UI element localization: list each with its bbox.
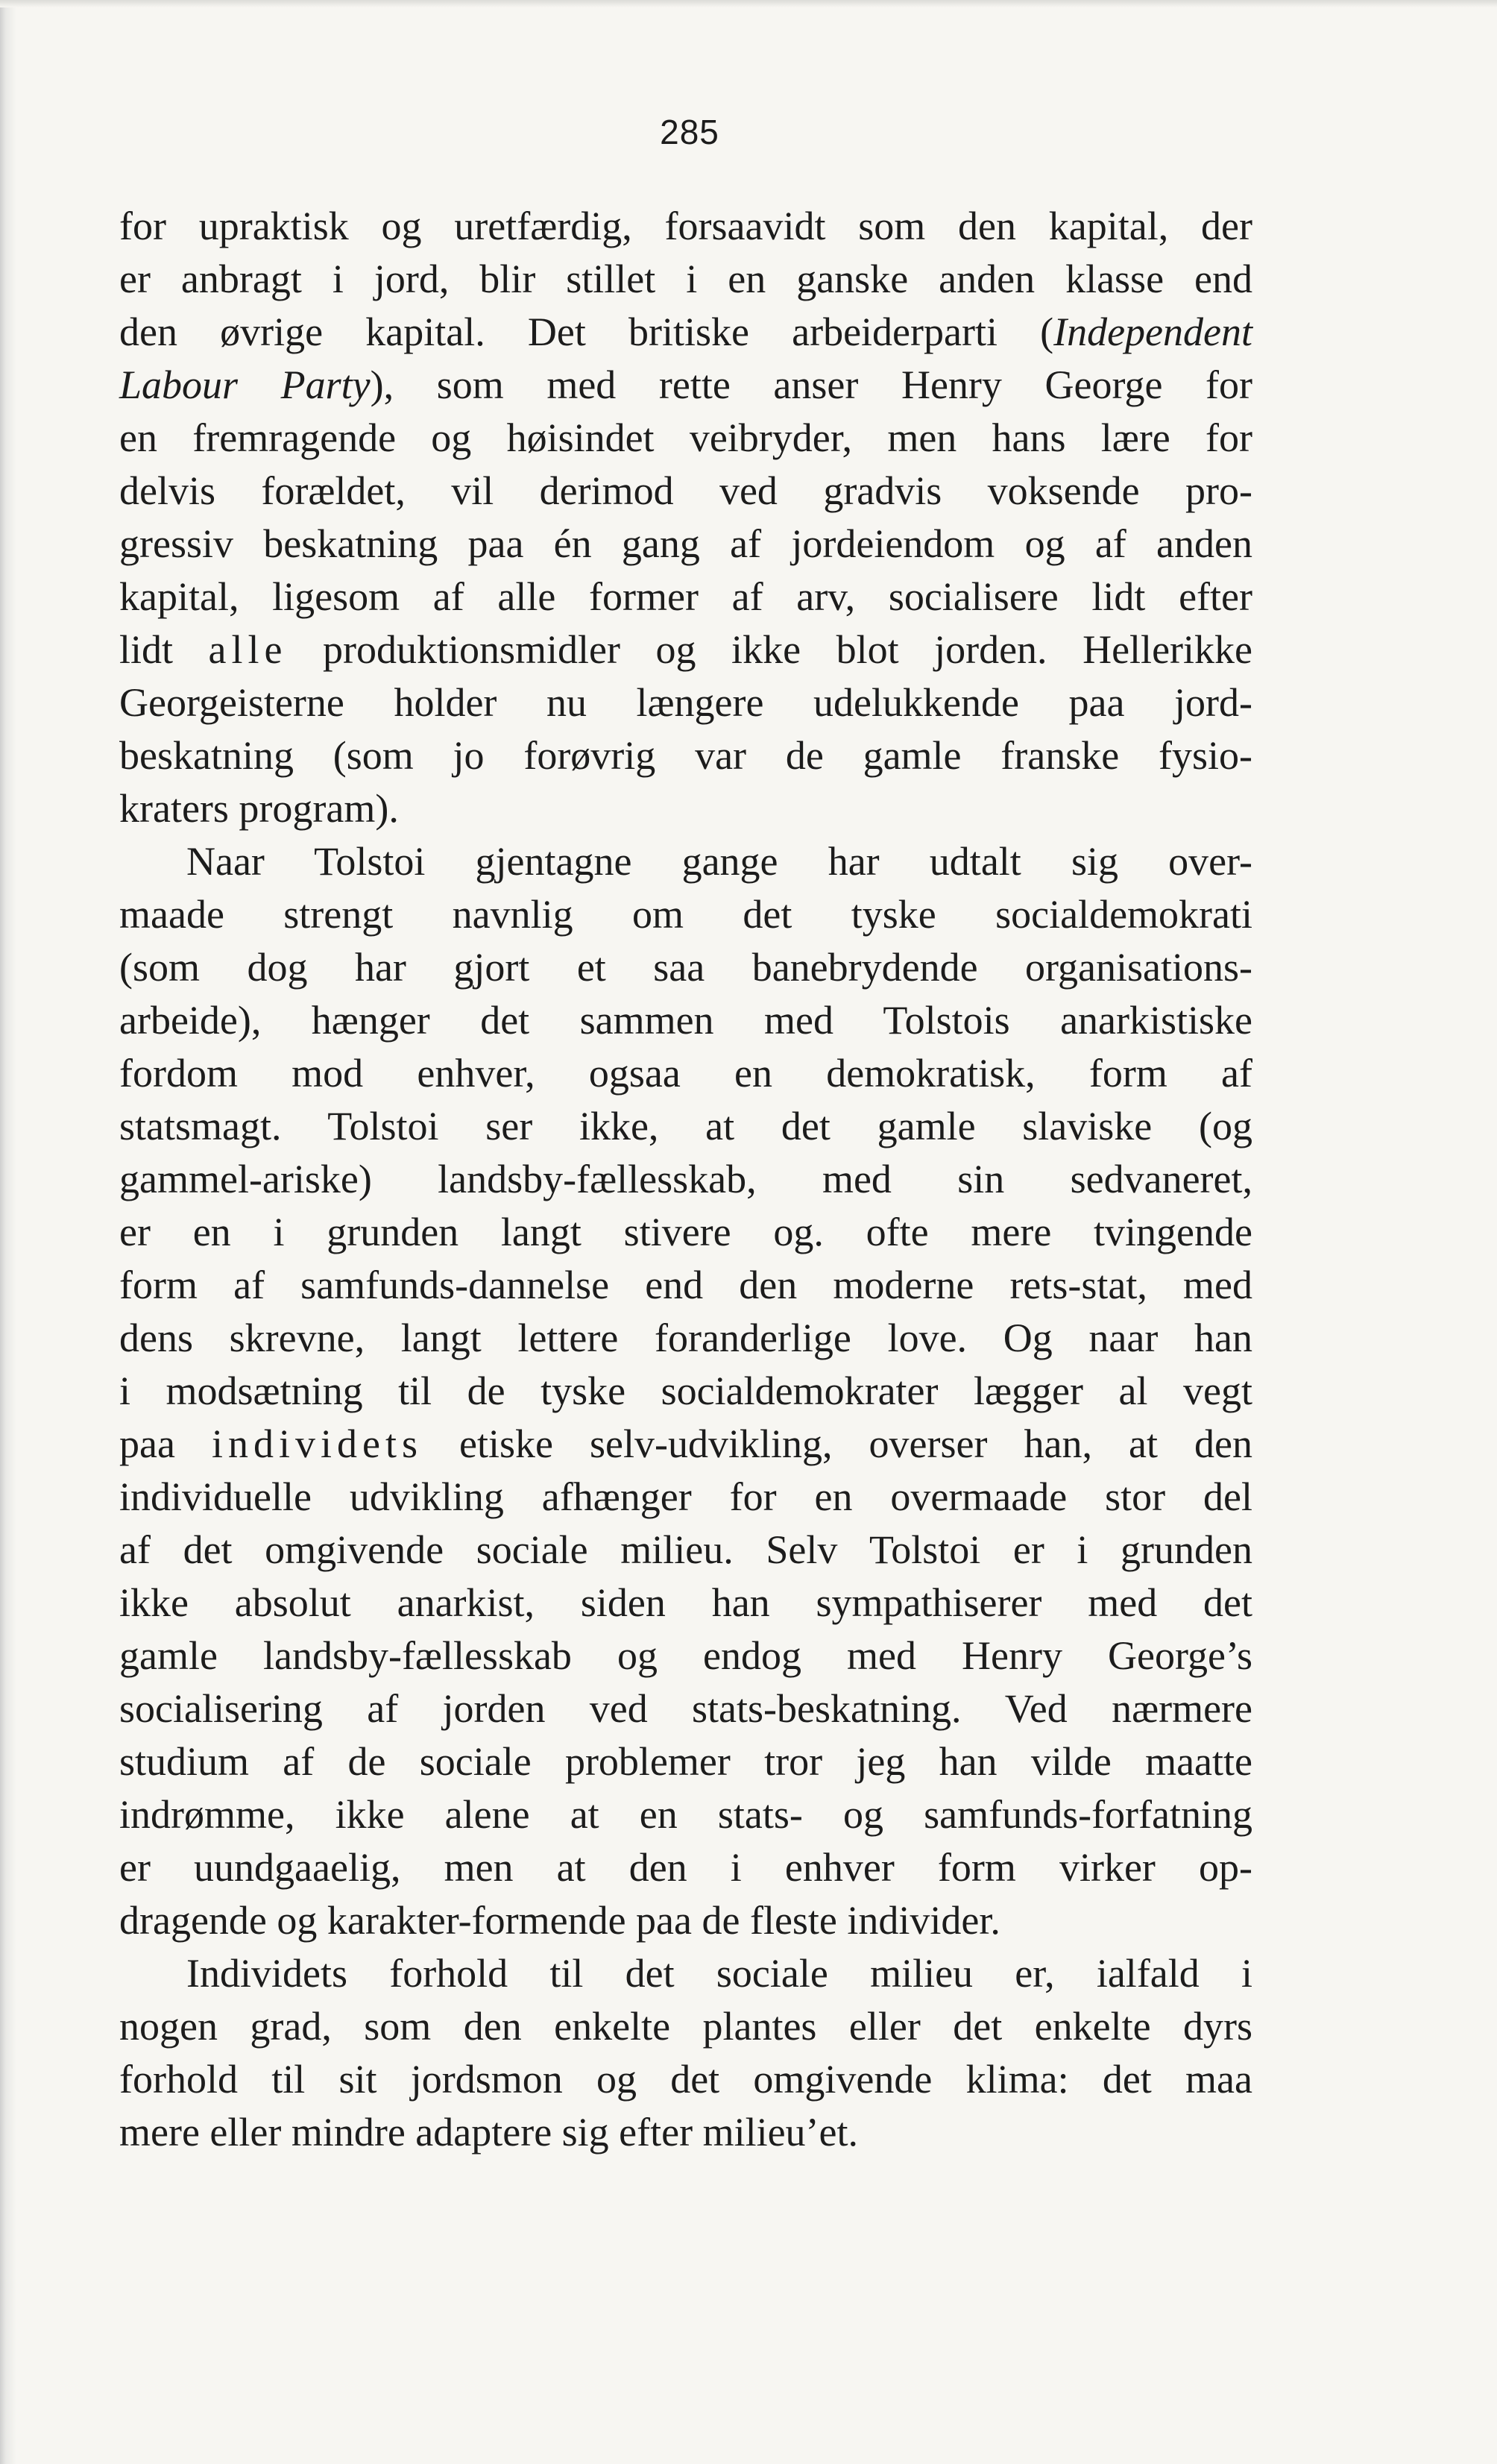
text-segment: i modsætning til de tyske socialdemokrater lægger al vegt [119,1368,1252,1413]
text-line [119,1365,1252,1418]
text-line [119,1418,1252,1471]
text-line [119,465,1252,518]
text-segment: gammel-ariske) landsby-fællesskab, med sin sedvaneret, [119,1157,1252,1201]
text-segment: (som dog har gjort et saa banebrydende organisations- [119,945,1252,990]
text-line [119,1577,1252,1629]
text-line [119,2106,1252,2159]
text-segment: individuelle udvikling afhænger for en overmaade stor del [119,1474,1252,1519]
emphasized-spaced-text: individets [211,1421,423,1466]
scan-edge-left [0,0,16,2464]
text-segment: gamle landsby-fællesskab og endog med Henry George’s [119,1633,1252,1678]
text-line [119,1735,1252,1788]
text-segment: gressiv beskatning paa én gang af jordeiendom og af anden [119,521,1252,566]
text-segment: ikke absolut anarkist, siden han sympathiserer med det [119,1580,1252,1625]
text-line [119,1629,1252,1682]
text-line [119,782,1252,835]
text-line [119,1100,1252,1153]
text-segment: lidt [119,627,209,672]
text-line [119,1312,1252,1365]
text-segment: maade strengt navnlig om det tyske socialdemokrati [119,892,1252,937]
text-line [119,994,1252,1047]
text-segment: beskatning (som jo forøvrig var de gamle franske fysio- [119,733,1252,778]
text-line [119,1947,1252,2000]
text-line [119,1471,1252,1524]
text-segment: etiske selv-udvikling, overser han, at den [422,1421,1252,1466]
text-line [119,835,1252,888]
text-segment: er anbragt i jord, blir stillet i en ganske anden klasse end [119,257,1252,301]
text-line [119,2053,1252,2106]
page-number: 285 [660,113,719,151]
text-segment: er en i grunden langt stivere og. ofte mere tvingende [119,1210,1252,1254]
text-line [119,571,1252,623]
text-segment: af det omgivende sociale milieu. Selv Tolstoi er i grunden [119,1527,1252,1572]
text-segment: kraters program). [119,786,399,831]
italic-text: Independent [1053,309,1252,354]
emphasized-spaced-text: alle [208,627,288,672]
text-line [119,2000,1252,2053]
text-segment: socialisering af jorden ved stats-beskatning. Ved nærmere [119,1686,1252,1731]
text-line [119,1894,1252,1947]
text-line [119,676,1252,729]
text-line [119,1524,1252,1577]
text-segment: dens skrevne, langt lettere foranderlige love. Og naar han [119,1316,1252,1360]
text-line [119,1841,1252,1894]
text-segment: studium af de sociale problemer tror jeg han vilde maatte [119,1739,1252,1784]
text-segment: ), som med rette anser Henry George for [370,362,1252,407]
text-segment: dragende og karakter-formende paa de fleste individer. [119,1898,1000,1943]
text-segment: er uundgaaelig, men at den i enhver form virker op- [119,1845,1252,1890]
text-line [119,1047,1252,1100]
text-segment: paa [119,1421,212,1466]
italic-text: Labour Party [119,362,371,407]
text-segment: nogen grad, som den enkelte plantes eller det enkelte dyrs [119,2004,1252,2049]
text-line [119,941,1252,994]
text-segment: produktionsmidler og ikke blot jorden. Hellerikke [287,627,1252,672]
text-line [119,518,1252,571]
text-line [119,888,1252,941]
text-segment: form af samfunds-dannelse end den moderne rets-stat, med [119,1263,1252,1307]
text-segment: forhold til sit jordsmon og det omgivende klima: det maa [119,2057,1252,2102]
text-line [119,623,1252,676]
text-line [119,1682,1252,1735]
text-segment: delvis forældet, vil derimod ved gradvis voksende pro- [119,468,1252,513]
text-segment: en fremragende og høisindet veibryder, men hans lære for [119,415,1252,460]
body-text [119,200,1252,2159]
text-line [119,1788,1252,1841]
text-line [119,412,1252,465]
text-segment: Naar Tolstoi gjentagne gange har udtalt sig over- [186,839,1252,884]
text-segment: den øvrige kapital. Det britiske arbeiderparti ( [119,309,1054,354]
text-line [119,253,1252,306]
text-line [119,306,1252,359]
scan-edge-top [0,0,1497,7]
text-line [119,1153,1252,1206]
text-segment: statsmagt. Tolstoi ser ikke, at det gamle slaviske (og [119,1104,1252,1148]
text-segment: indrømme, ikke alene at en stats- og samfunds-forfatning [119,1792,1252,1837]
text-line [119,200,1252,253]
text-segment: for upraktisk og uretfærdig, forsaavidt som den kapital, der [119,204,1252,248]
text-segment: fordom mod enhver, ogsaa en demokratisk, form af [119,1051,1252,1096]
text-segment: Georgeisterne holder nu længere udelukkende paa jord- [119,680,1252,725]
text-segment: arbeide), hænger det sammen med Tolstois anarkistiske [119,998,1252,1043]
text-segment: kapital, ligesom af alle former af arv, socialisere lidt efter [119,574,1252,619]
text-line [119,359,1252,412]
text-line [119,729,1252,782]
text-segment: mere eller mindre adaptere sig efter milieu’et. [119,2110,859,2155]
text-segment: Individets forhold til det sociale milieu er, ialfald i [186,1951,1252,1996]
text-line [119,1259,1252,1312]
text-line [119,1206,1252,1259]
